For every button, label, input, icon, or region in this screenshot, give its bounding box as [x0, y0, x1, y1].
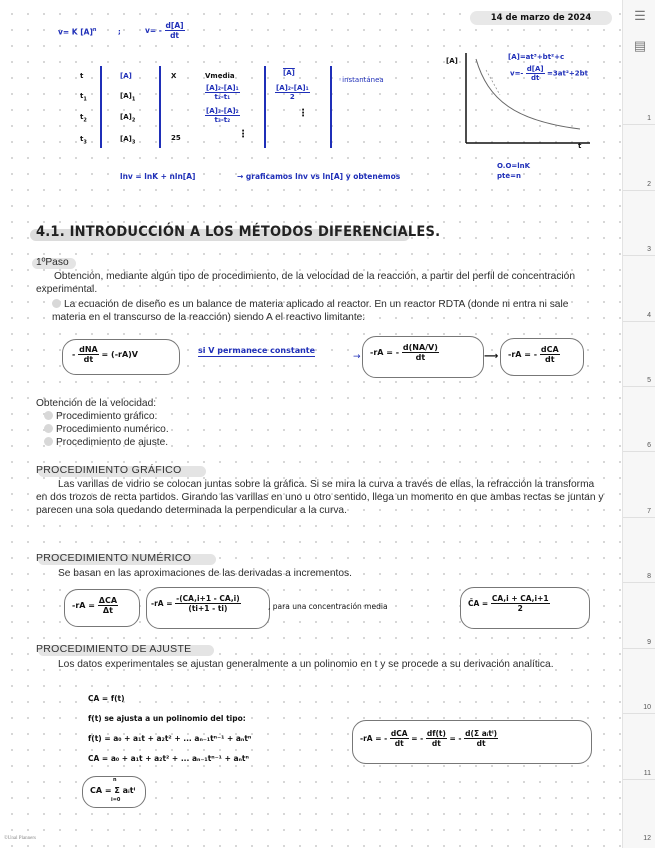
graph-eq2: v=- $\frac{d[A]}{dt}$ =3at²+2bt: [510, 65, 589, 82]
velocidad-item: Procedimiento de ajuste.: [44, 436, 168, 449]
col-avg: [A]: [283, 69, 295, 77]
tab-8[interactable]: 8: [623, 517, 655, 583]
fit-line: CA = a₀ + a₁t + a₂t² + ... aₙ₋₁tⁿ⁻¹ + aₙtⁿ: [88, 754, 249, 763]
graph-ylabel: [A]: [446, 57, 458, 65]
table-divider: [264, 66, 266, 148]
col-xa: X: [171, 72, 177, 80]
constant-volume-equation: -rA = - $\frac{d(NA/V)}{dt}$: [370, 343, 438, 362]
tab-10[interactable]: 10: [623, 648, 655, 714]
slope-note: pte=n: [497, 172, 521, 180]
conc-1: $[A]_1$: [120, 92, 136, 103]
conc-2: $[A]_2$: [120, 113, 136, 124]
section-heading-numerico: PROCEDIMIENTO NUMÉRICO: [36, 552, 192, 564]
arrow-icon: →: [353, 352, 361, 362]
section-heading-ajuste: PROCEDIMIENTO DE AJUSTE: [36, 643, 192, 655]
col-inst: ◦instantánea: [338, 76, 384, 84]
menu-icon[interactable]: ☰: [634, 8, 646, 23]
document-icon[interactable]: ▤: [633, 38, 647, 53]
tab-12[interactable]: 12: [643, 835, 651, 842]
date-badge: 14 de marzo de 2024: [470, 11, 612, 25]
page-tabs: [622, 0, 655, 848]
intercept-note: O.O=lnK: [497, 162, 531, 170]
dots-1: ⋮: [238, 129, 248, 140]
row-t1: $t_1$: [80, 92, 87, 103]
tab-1[interactable]: 1: [623, 60, 655, 125]
page-title: 4.1. INTRODUCCIÓN A LOS MÉTODOS DIFERENCIALES.: [36, 224, 441, 240]
table-divider: [330, 66, 332, 148]
paso-text: Obtención, mediante algún tipo de procedimiento, de la velocidad de la reacción, a partir del perfil de concentración experimental.: [36, 271, 576, 295]
graph-instruction: → graficamos lnv vs ln[A] y obtenemos: [237, 172, 401, 181]
tab-2[interactable]: 2: [623, 124, 655, 191]
x3: 25: [171, 134, 181, 142]
velocidad-item: Procedimiento gráfico.: [44, 410, 157, 423]
footer-credit: ©Unal Planners: [4, 836, 36, 841]
summation-equation: CA = Σ aᵢtⁱ: [90, 786, 136, 795]
row-t3: $t_3$: [80, 135, 87, 146]
graph-eq1: [A]=at³+bt²+c: [508, 53, 565, 61]
table-divider: [100, 66, 102, 148]
col-t: t: [80, 72, 84, 80]
balance-equation: - $\frac{\text{dNA}}{dt}$ = (-rA)V: [72, 345, 138, 364]
table-divider: [159, 66, 161, 148]
separator: ;: [118, 28, 121, 36]
dots-2: ⋮: [298, 108, 308, 119]
graph-xlabel: t: [578, 142, 582, 150]
tab-6[interactable]: 6: [623, 386, 655, 452]
tab-9[interactable]: 9: [623, 582, 655, 649]
tab-7[interactable]: 7: [623, 451, 655, 518]
tab-5[interactable]: 5: [623, 321, 655, 387]
paso-label: 1ºPaso: [36, 257, 69, 268]
constant-volume-note: si V permanece constante: [198, 346, 316, 355]
section-heading-grafico: PROCEDIMIENTO GRÁFICO: [36, 464, 182, 476]
grafico-text: Las varillas de vidrio se colocan juntas sobre la gráfica. Si se mira la curva a través de ellas, la refracción la transforma en dos trozos de recta partidos. Girando las varillas en uno u otro sentido, llega un momento en que ambas rectas se juntan y parecen una sola quedando determinada la perpendicular a la curva.: [36, 479, 604, 516]
vmedia-2: $\frac{\text{[A]₃-[A]₂}}{\text{t₃-t₂}}$: [206, 107, 239, 124]
fit-line: f(t) se ajusta a un polinomio del tipo:: [88, 714, 246, 723]
avg-1: $\frac{\text{[A]₂-[A]₁}}{2}$: [276, 84, 309, 101]
sum-lower: i=0: [111, 797, 121, 803]
velocidad-item: Procedimiento numérico.: [44, 423, 169, 436]
mean-conc-note: , para una concentración media: [268, 602, 388, 611]
col-vmedia: Vmedia: [205, 72, 235, 80]
tab-3[interactable]: 3: [623, 190, 655, 256]
velocidad-heading: Obtención de la velocidad:: [36, 398, 157, 409]
tab-4[interactable]: 4: [623, 255, 655, 322]
increment-equation: -rA = $\frac{\text{ΔCA}}{\Delta t}$: [72, 596, 118, 615]
row-t2: $t_2$: [80, 113, 87, 124]
fit-line: f(t) = a₀ + a₁t + a₂t² + ... aₙ₋₁tⁿ⁻¹ + aₙtⁿ: [88, 734, 252, 743]
numerico-text: Se basan en las aproximaciones de las derivadas a incrementos.: [58, 568, 352, 579]
conc-time-graph: [440, 45, 620, 155]
ajuste-text: Los datos experimentales se ajustan generalmente a un polinomio en t y se procede a su derivación analítica.: [58, 659, 554, 670]
rate-derivative: v= - $\frac{d[A]}{dt}$: [145, 21, 184, 40]
rate-equation: -rA = - $\frac{\text{dCA}}{dt}$: [508, 345, 559, 364]
rate-law: v= K $[A]^n$: [58, 27, 97, 37]
tab-11[interactable]: 11: [623, 713, 655, 780]
conc-3: $[A]_3$: [120, 135, 136, 146]
linearized-equation: lnv = lnK + nln[A]: [120, 172, 196, 181]
col-conc: [A]: [120, 72, 132, 80]
sum-upper: n: [113, 777, 117, 783]
finite-difference-equation: -rA = $\frac{-(CA,i+1 - CA,i)}{(ti+1 - ti)}$: [151, 594, 240, 613]
fit-line: CA = f(t): [88, 694, 125, 703]
arrow-icon: ⟶: [484, 351, 499, 362]
fit-rate-equation: -rA = - $\frac{\text{dCA}}{dt}$ = - $\frac{df(t)}{dt}$ = - $\frac{\text{d(Σ aᵢtⁱ)}}{dt}$: [360, 729, 498, 748]
design-text: La ecuación de diseño es un balance de materia aplicado al reactor. En un reactor RDTA (donde ni entra ni sale materia en el transcurso de la reacción) siendo A el reactivo limitante:: [52, 299, 569, 323]
vmedia-1: $\frac{\text{[A]₂-[A]₁}}{\text{t₂-t₁}}$: [206, 84, 239, 101]
mean-conc-equation: C̄A = $\frac{CA,i + CA,i+1}{2}$: [468, 594, 549, 613]
